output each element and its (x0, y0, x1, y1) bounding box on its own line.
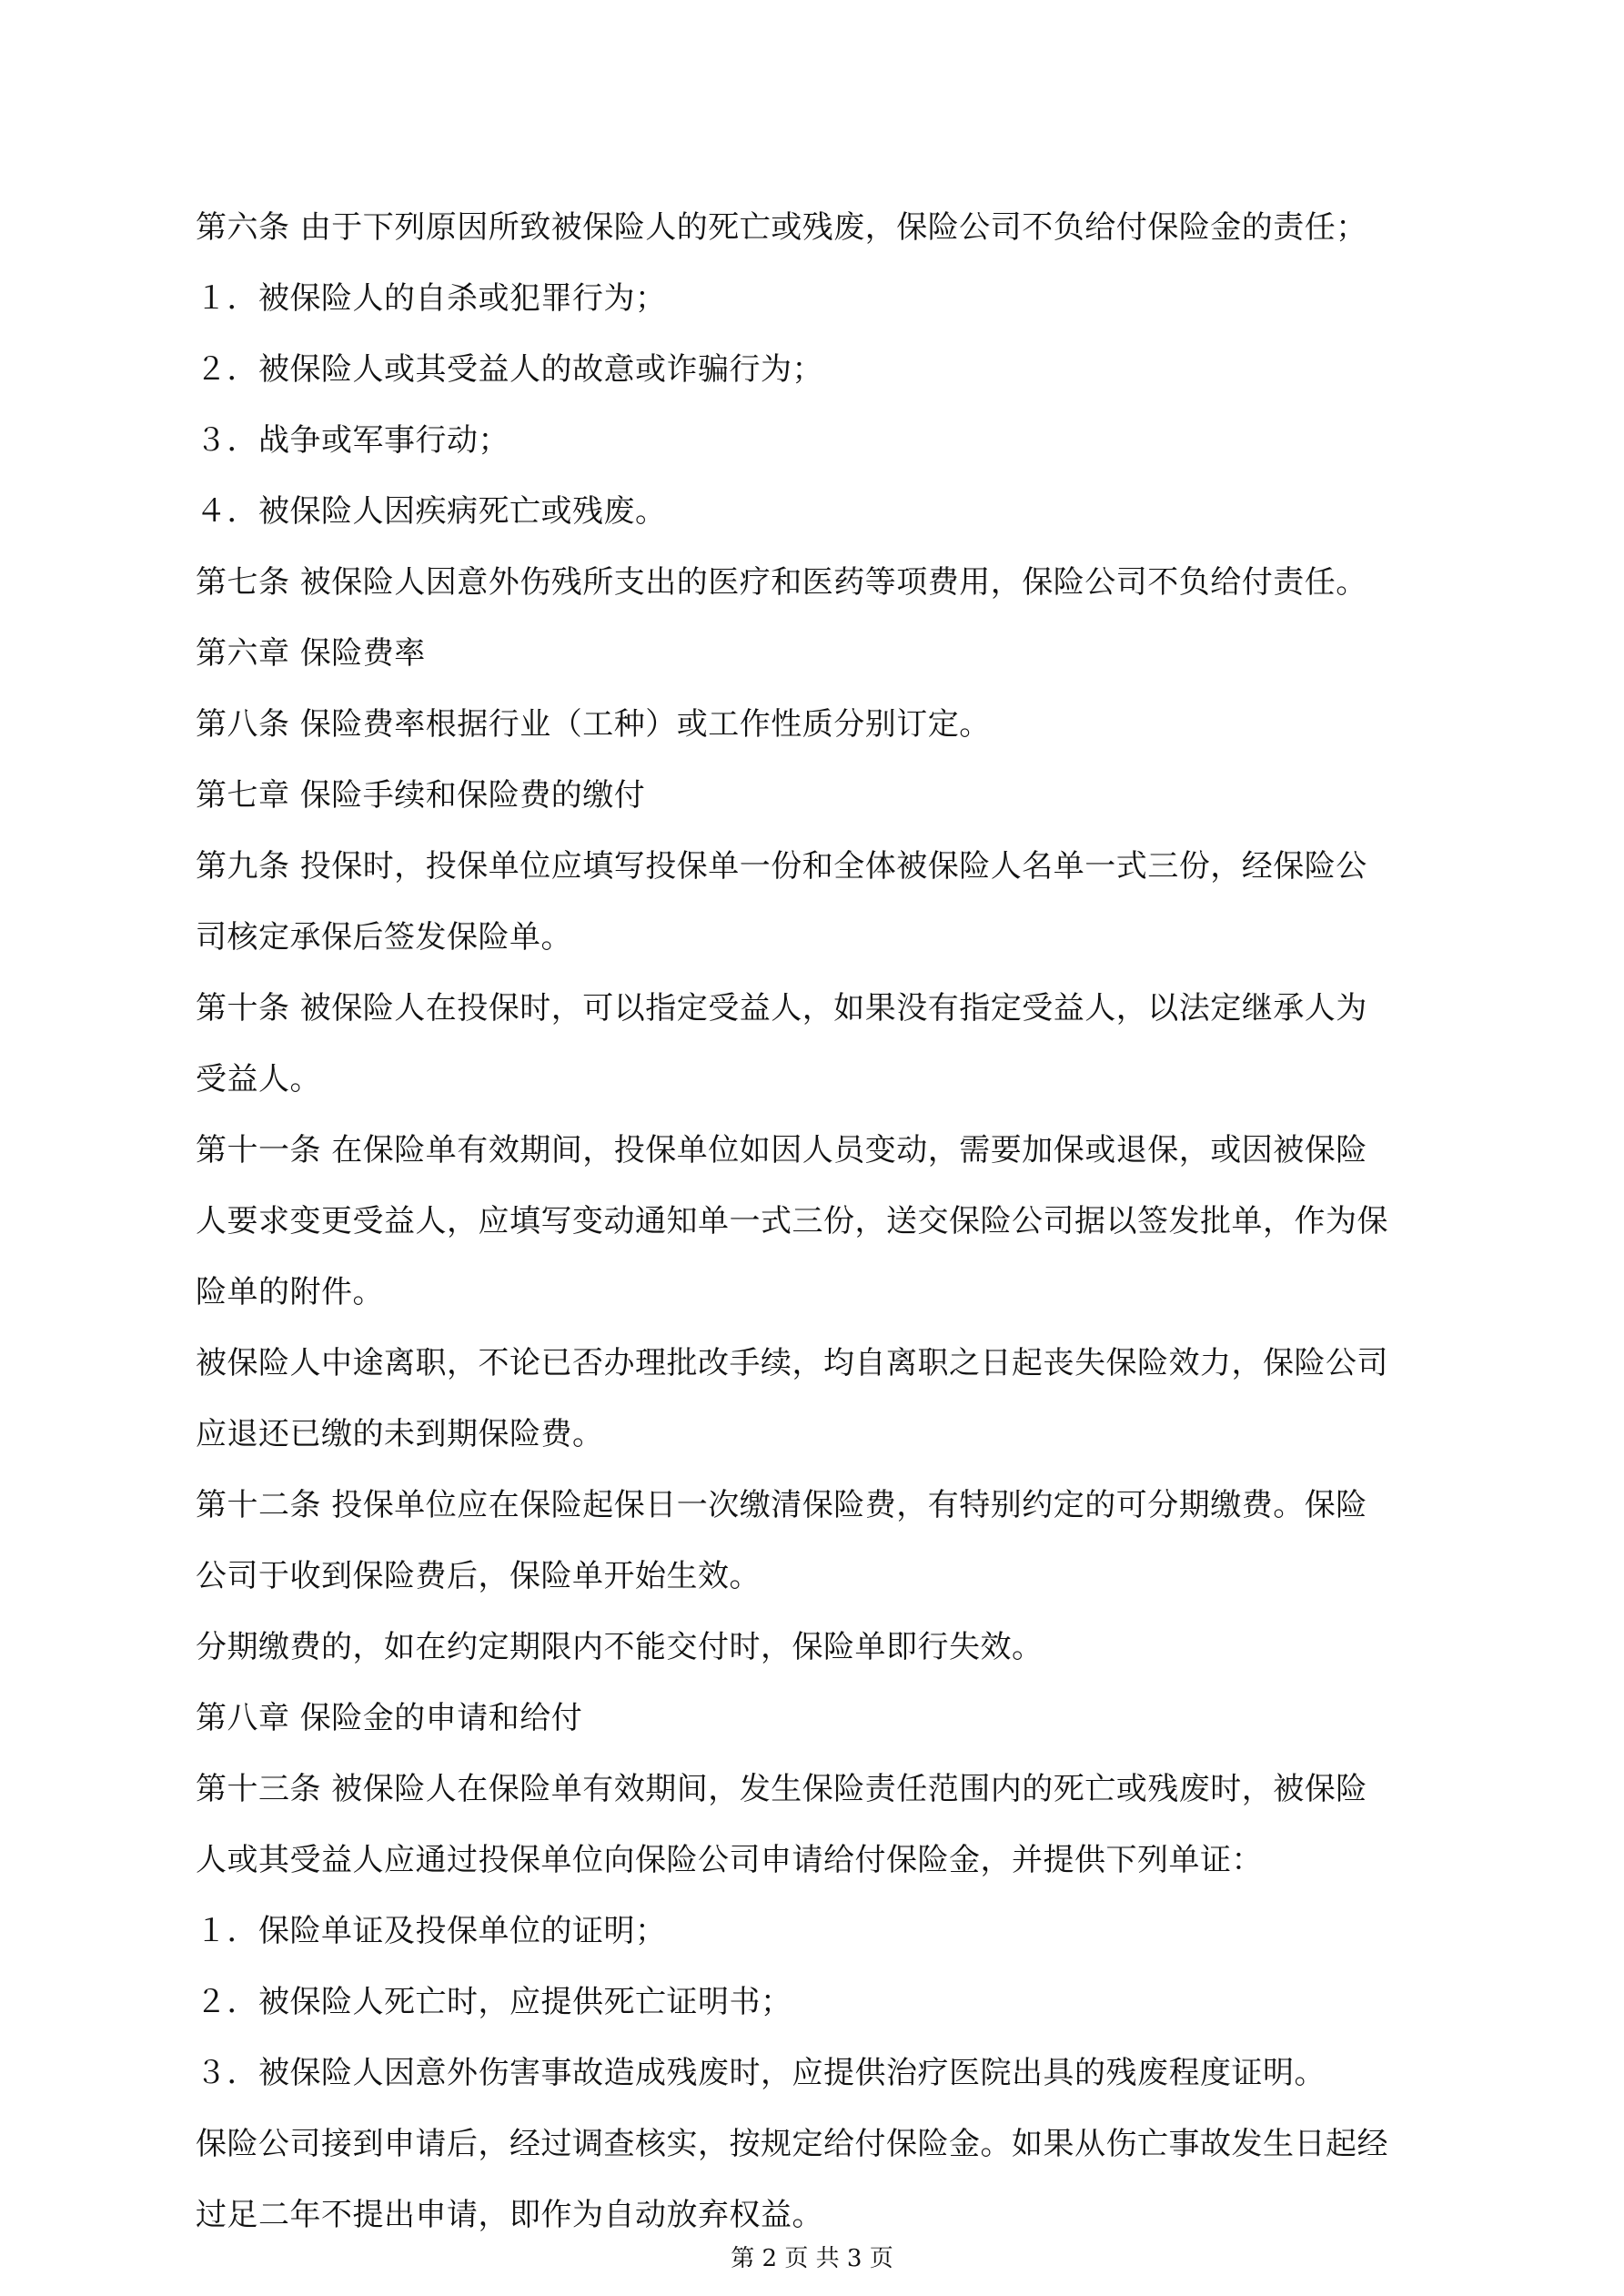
text-line: 人或其受益人应通过投保单位向保险公司申请给付保险金，并提供下列单证： (196, 1842, 1263, 1878)
chapter-heading: 第七章 保险手续和保险费的缴付 (196, 777, 646, 814)
text-line: 第七条 被保险人因意外伤残所支出的医疗和医药等项费用，保险公司不负给付责任。 (196, 564, 1367, 601)
list-item: １．被保险人的自杀或犯罪行为； (196, 280, 667, 317)
text-line: 第八条 保险费率根据行业（工种）或工作性质分别订定。 (196, 706, 991, 743)
text-line: 受益人。 (196, 1061, 321, 1097)
chapter-heading: 第六章 保险费率 (196, 635, 426, 672)
text-line: 过足二年不提出申请，即作为自动放弃权益。 (196, 2197, 823, 2233)
list-item: ４．被保险人因疾病死亡或残废。 (196, 493, 667, 530)
text-line: 险单的附件。 (196, 1274, 384, 1310)
text-line: 第九条 投保时，投保单位应填写投保单一份和全体被保险人名单一式三份，经保险公 (196, 848, 1367, 885)
text-line: 第十二条 投保单位应在保险起保日一次缴清保险费，有特别约定的可分期缴费。保险 (196, 1487, 1367, 1523)
list-item: ２．被保险人或其受益人的故意或诈骗行为； (196, 351, 823, 388)
text-line: 分期缴费的，如在约定期限内不能交付时，保险单即行失效。 (196, 1629, 1044, 1665)
text-line: 第十一条 在保险单有效期间，投保单位如因人员变动，需要加保或退保，或因被保险 (196, 1132, 1367, 1168)
list-item: １．保险单证及投保单位的证明； (196, 1913, 667, 1949)
page-number: 第 2 页 共 3 页 (731, 2245, 893, 2272)
text-line: 司核定承保后签发保险单。 (196, 919, 572, 956)
text-line: 人要求变更受益人，应填写变动通知单一式三份，送交保险公司据以签发批单，作为保 (196, 1203, 1388, 1239)
text-line: 第六条 由于下列原因所致被保险人的死亡或残废，保险公司不负给付保险金的责任； (196, 209, 1367, 246)
list-item: ２．被保险人死亡时，应提供死亡证明书； (196, 1984, 792, 2020)
text-line: 应退还已缴的未到期保险费。 (196, 1416, 604, 1452)
chapter-heading: 第八章 保险金的申请和给付 (196, 1700, 583, 1736)
text-line: 保险公司接到申请后，经过调查核实，按规定给付保险金。如果从伤亡事故发生日起经 (196, 2126, 1388, 2162)
text-line: 第十条 被保险人在投保时，可以指定受益人，如果没有指定受益人，以法定继承人为 (196, 990, 1367, 1027)
text-line: 被保险人中途离职，不论已否办理批改手续，均自离职之日起丧失保险效力，保险公司 (196, 1345, 1388, 1381)
text-line: 公司于收到保险费后，保险单开始生效。 (196, 1558, 761, 1594)
list-item: ３．被保险人因意外伤害事故造成残废时，应提供治疗医院出具的残废程度证明。 (196, 2055, 1326, 2091)
text-line: 第十三条 被保险人在保险单有效期间，发生保险责任范围内的死亡或残废时，被保险 (196, 1771, 1367, 1807)
list-item: ３．战争或军事行动； (196, 422, 509, 459)
